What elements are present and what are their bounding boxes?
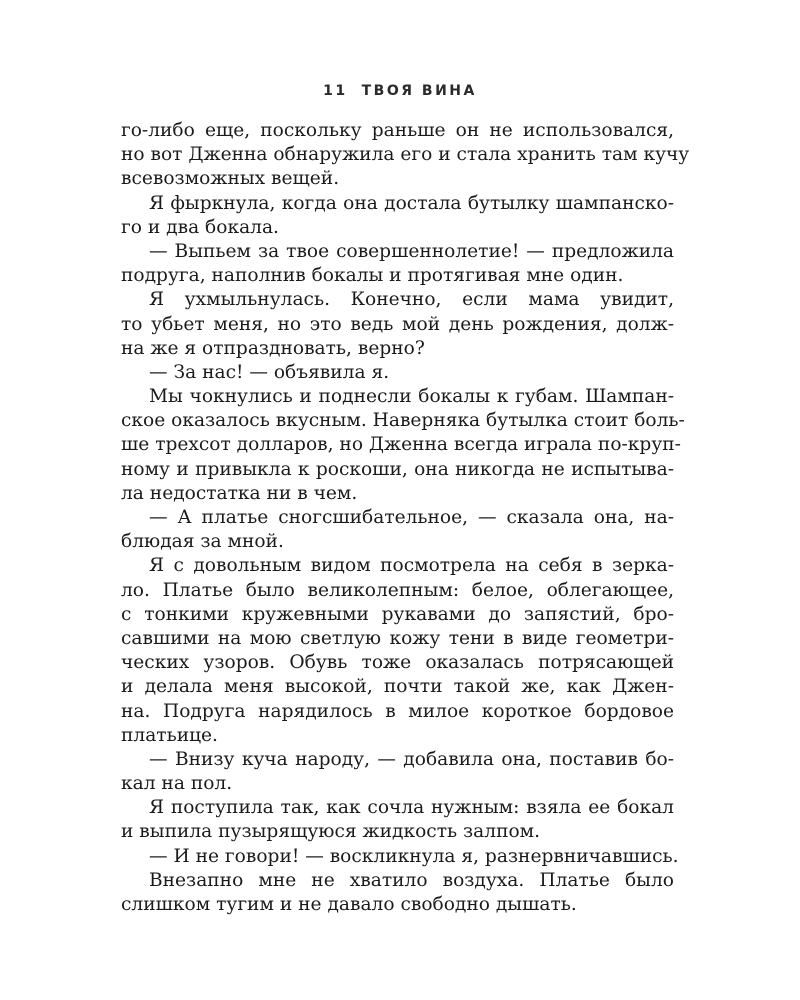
text-line: на же я отпраздновать, верно?	[121, 337, 425, 359]
text-line: ше трехсот долларов, но Дженна всегда играла по-круп-	[121, 434, 681, 456]
text-line: всевозможных вещей.	[121, 168, 340, 190]
text-line: подруга, наполнив бокалы и протягивая мне один.	[121, 265, 624, 287]
text-line: — Выпьем за твое совершеннолетие! — предложила	[149, 240, 674, 262]
text-line: платьице.	[121, 724, 218, 746]
page-number: 11	[323, 83, 348, 99]
text-line: слишком тугим и не давало свободно дышать.	[121, 894, 577, 915]
text-line: — И не говори! — воскликнула я, разнервничавшись.	[149, 845, 679, 867]
text-line: Внезапно мне не хватило воздуха. Платье было	[149, 869, 674, 891]
text-line: и выпила пузырящуюся жидкость залпом.	[121, 821, 541, 843]
text-line: то убьет меня, но это ведь мой день рождения, долж-	[121, 313, 674, 335]
text-line: ческих узоров. Обувь тоже оказалась потрясающей	[121, 652, 674, 674]
body-text	[121, 119, 690, 917]
text-line: кал на пол.	[121, 773, 233, 795]
text-line: с тонкими кружевными рукавами до запястий, бро-	[121, 603, 674, 625]
text-line: — За нас! — объявила я.	[149, 361, 390, 383]
running-header	[0, 82, 800, 100]
book-title: ТВОЯ ВИНА	[361, 83, 477, 99]
text-line: но вот Дженна обнаружила его и стала хранить там кучу	[121, 144, 690, 166]
text-line: го-либо еще, поскольку раньше он не использовался,	[121, 120, 674, 141]
text-line: савшими на мою светлую кожу тени в виде геометри-	[121, 627, 674, 649]
text-line: ло. Платье было великолепным: белое, облегающее,	[121, 579, 674, 601]
text-line: Мы чокнулись и поднесли бокалы к губам. Шампан-	[149, 386, 674, 408]
text-line: ское оказалось вкусным. Наверняка бутылка стоит боль-	[121, 410, 685, 432]
text-line: ла недостатка ни в чем.	[121, 482, 358, 504]
text-line: — А платье сногсшибательное, — сказала она, на-	[149, 507, 674, 528]
text-line: и делала меня высокой, почти такой же, как Джен-	[121, 676, 674, 698]
text-line: Я поступила так, как сочла нужным: взяла ее бокал	[149, 797, 674, 819]
text-line: блюдая за мной.	[121, 531, 284, 553]
text-line: го и два бокала.	[121, 216, 279, 238]
text-line: на. Подруга нарядилось в милое короткое бордовое	[121, 700, 674, 722]
text-line: Я с довольным видом посмотрела на себя в зерка-	[149, 555, 674, 577]
text-line: ному и привыкла к роскоши, она никогда не испытыва-	[121, 458, 674, 480]
text-line: Я ухмыльнулась. Конечно, если мама увидит,	[149, 289, 674, 311]
text-line: — Внизу куча народу, — добавила она, поставив бо-	[149, 748, 674, 770]
text-line: Я фыркнула, когда она достала бутылку шампанско-	[149, 192, 674, 214]
